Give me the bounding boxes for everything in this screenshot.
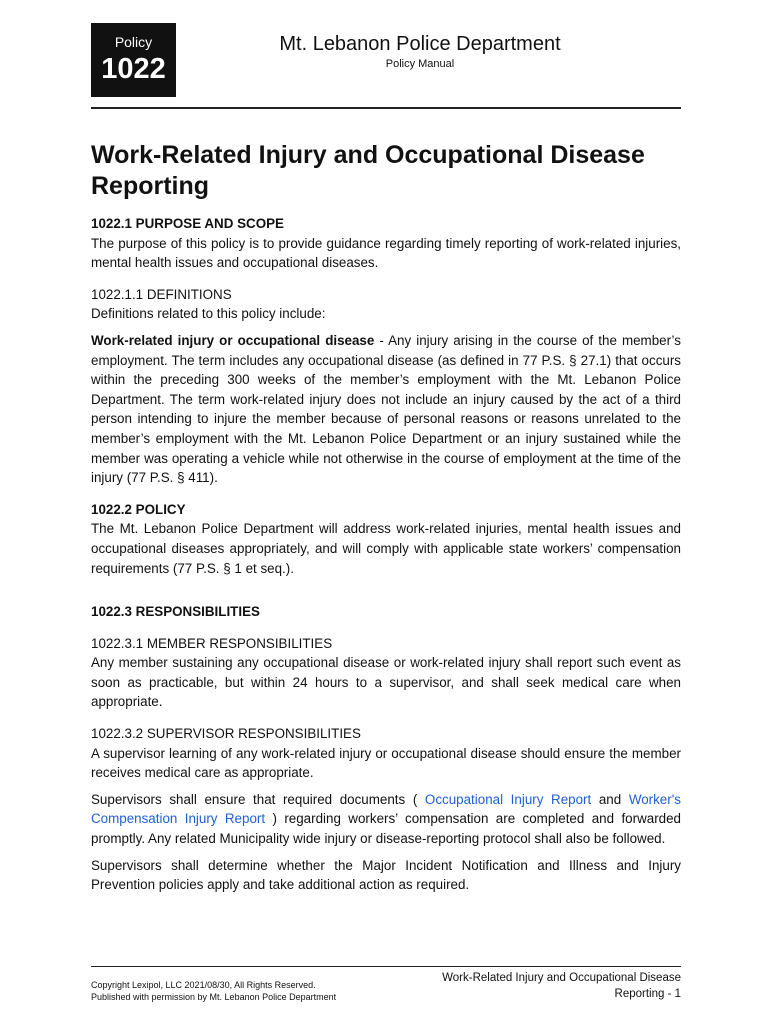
section-policy-text: The Mt. Lebanon Police Department will address work-related injuries, mental health issues and occupational diseases appropriately, and will comply with applicable state workers’ compensation requirements (77 P.S. § 1 et seq.). [91,521,681,576]
policy-number-box [91,23,176,97]
definitions-intro: Definitions related to this policy include: [91,306,326,322]
definition-text: - Any injury arising in the course of the member’s employment. The term includes any occupational disease (as defined in 77 P.S. § 27.1) that occurs within the preceding 300 weeks of the member’s employment with the Mt. Lebanon Police Department. The term work-related injury does not include an injury caused by the act of a third person intending to injure the member because of personal reasons or reasons unrelated to the member’s employment with the Mt. Lebanon Police Department or an injury sustained while the member was operating a vehicle while not otherwise in the course of employment at the time of the injury (77 P.S. § 411). [91,332,681,486]
definition-term: Work-related injury or occupational disease [91,332,375,348]
section-purpose-heading: 1022.1 PURPOSE AND SCOPE [91,216,284,231]
page-title: Work-Related Injury and Occupational Disease Reporting [91,141,645,200]
policy-number: 1022 [101,53,166,85]
department-name: Mt. Lebanon Police Department [279,33,561,55]
section-responsibilities-heading: 1022.3 RESPONSIBILITIES [91,604,260,620]
supervisor-text-2b: and [591,791,629,807]
footer-copyright: Copyright Lexipol, LLC 2021/08/30, All Rights Reserved. [91,980,316,990]
supervisor-text-3: Supervisors shall determine whether the Major Incident Notification and Illness and Injury Prevention policies apply and take additional action as required. [91,857,681,893]
footer-doc-title: Work-Related Injury and Occupational Disease [442,972,681,984]
section-policy-heading: 1022.2 POLICY [91,501,186,517]
supervisor-text-1: A supervisor learning of any work-related injury or occupational disease should ensure the member receives medical care as appropriate. [91,745,681,781]
document-body [91,214,681,895]
footer-right [442,970,681,1002]
definition-paragraph [91,331,681,488]
manual-label: Policy Manual [385,58,455,70]
supervisor-text-2 [91,790,681,849]
footer-page-number: Reporting - 1 [614,988,681,1000]
section-purpose-text: The purpose of this policy is to provide guidance regarding timely reporting of work-related injuries, mental health issues and occupational diseases. [91,235,681,271]
occupational-injury-report-link[interactable]: Occupational Injury Report [424,791,592,807]
definitions-heading: 1022.1.1 DEFINITIONS [91,286,232,302]
footer-divider [91,966,681,967]
workers-compensation-injury-report-link[interactable]: Worker's Compensation Injury Report [91,791,681,827]
policy-label: Policy [114,34,153,50]
supervisor-text-2c: ) regarding workers’ compensation are completed and forwarded promptly. Any related Municipality wide injury or disease-reporting protocol shall also be followed. [91,811,681,847]
member-responsibilities-heading: 1022.3.1 MEMBER RESPONSIBILITIES [91,635,333,651]
supervisor-text-2a: Supervisors shall ensure that required documents ( [91,791,425,807]
footer-left [91,979,336,1003]
member-responsibilities-text: Any member sustaining any occupational disease or work-related injury shall report such event as soon as practicable, but within 24 hours to a supervisor, and shall seek medical care when appropriate. [91,655,681,710]
supervisor-responsibilities-heading: 1022.3.2 SUPERVISOR RESPONSIBILITIES [91,726,361,742]
footer-permission: Published with permission by Mt. Lebanon Police Department [91,992,337,1002]
header-divider [91,107,681,109]
